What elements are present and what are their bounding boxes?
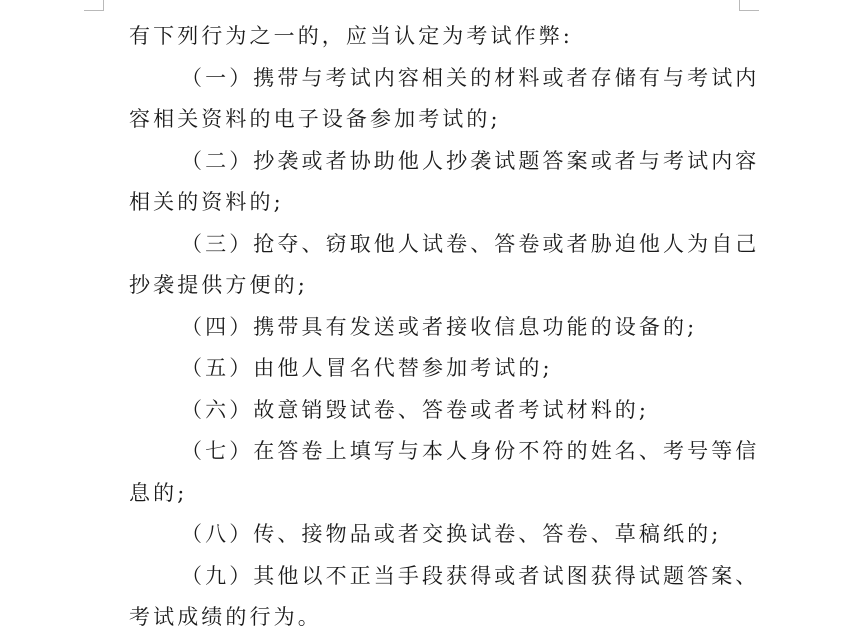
- text-line: （一）携带与考试内容相关的材料或者存储有与考试内: [181, 65, 760, 90]
- text-line: （三）抢夺、窃取他人试卷、答卷或者胁迫他人为自己: [181, 231, 760, 256]
- document-body-text: [129, 16, 760, 639]
- text-line: 考试成绩的行为。: [129, 605, 322, 629]
- text-line: （八）传、接物品或者交换试卷、答卷、草稿纸的;: [181, 522, 722, 546]
- text-line: 抄袭提供方便的;: [129, 273, 308, 297]
- text-line: （九）其他以不正当手段获得或者试图获得试题答案、: [181, 563, 760, 588]
- margin-corner-mark-right-horizontal: [739, 10, 759, 11]
- text-line: 息的;: [129, 480, 188, 505]
- text-line: 相关的资料的;: [129, 190, 284, 214]
- text-line: （五）由他人冒名代替参加考试的;: [181, 356, 553, 380]
- margin-corner-mark-left: [103, 0, 104, 10]
- margin-corner-mark-left-horizontal: [84, 10, 104, 11]
- text-line: （六）故意销毁试卷、答卷或者考试材料的;: [181, 397, 650, 422]
- text-line: （七）在答卷上填写与本人身份不符的姓名、考号等信: [181, 439, 760, 463]
- margin-corner-mark-right: [739, 0, 740, 10]
- text-line: （四）携带具有发送或者接收信息功能的设备的;: [181, 314, 698, 339]
- text-line: 有下列行为之一的，应当认定为考试作弊:: [129, 24, 573, 48]
- text-line: 容相关资料的电子设备参加考试的;: [129, 107, 501, 131]
- text-line: （二）抄袭或者协助他人抄袭试题答案或者与考试内容: [181, 148, 760, 173]
